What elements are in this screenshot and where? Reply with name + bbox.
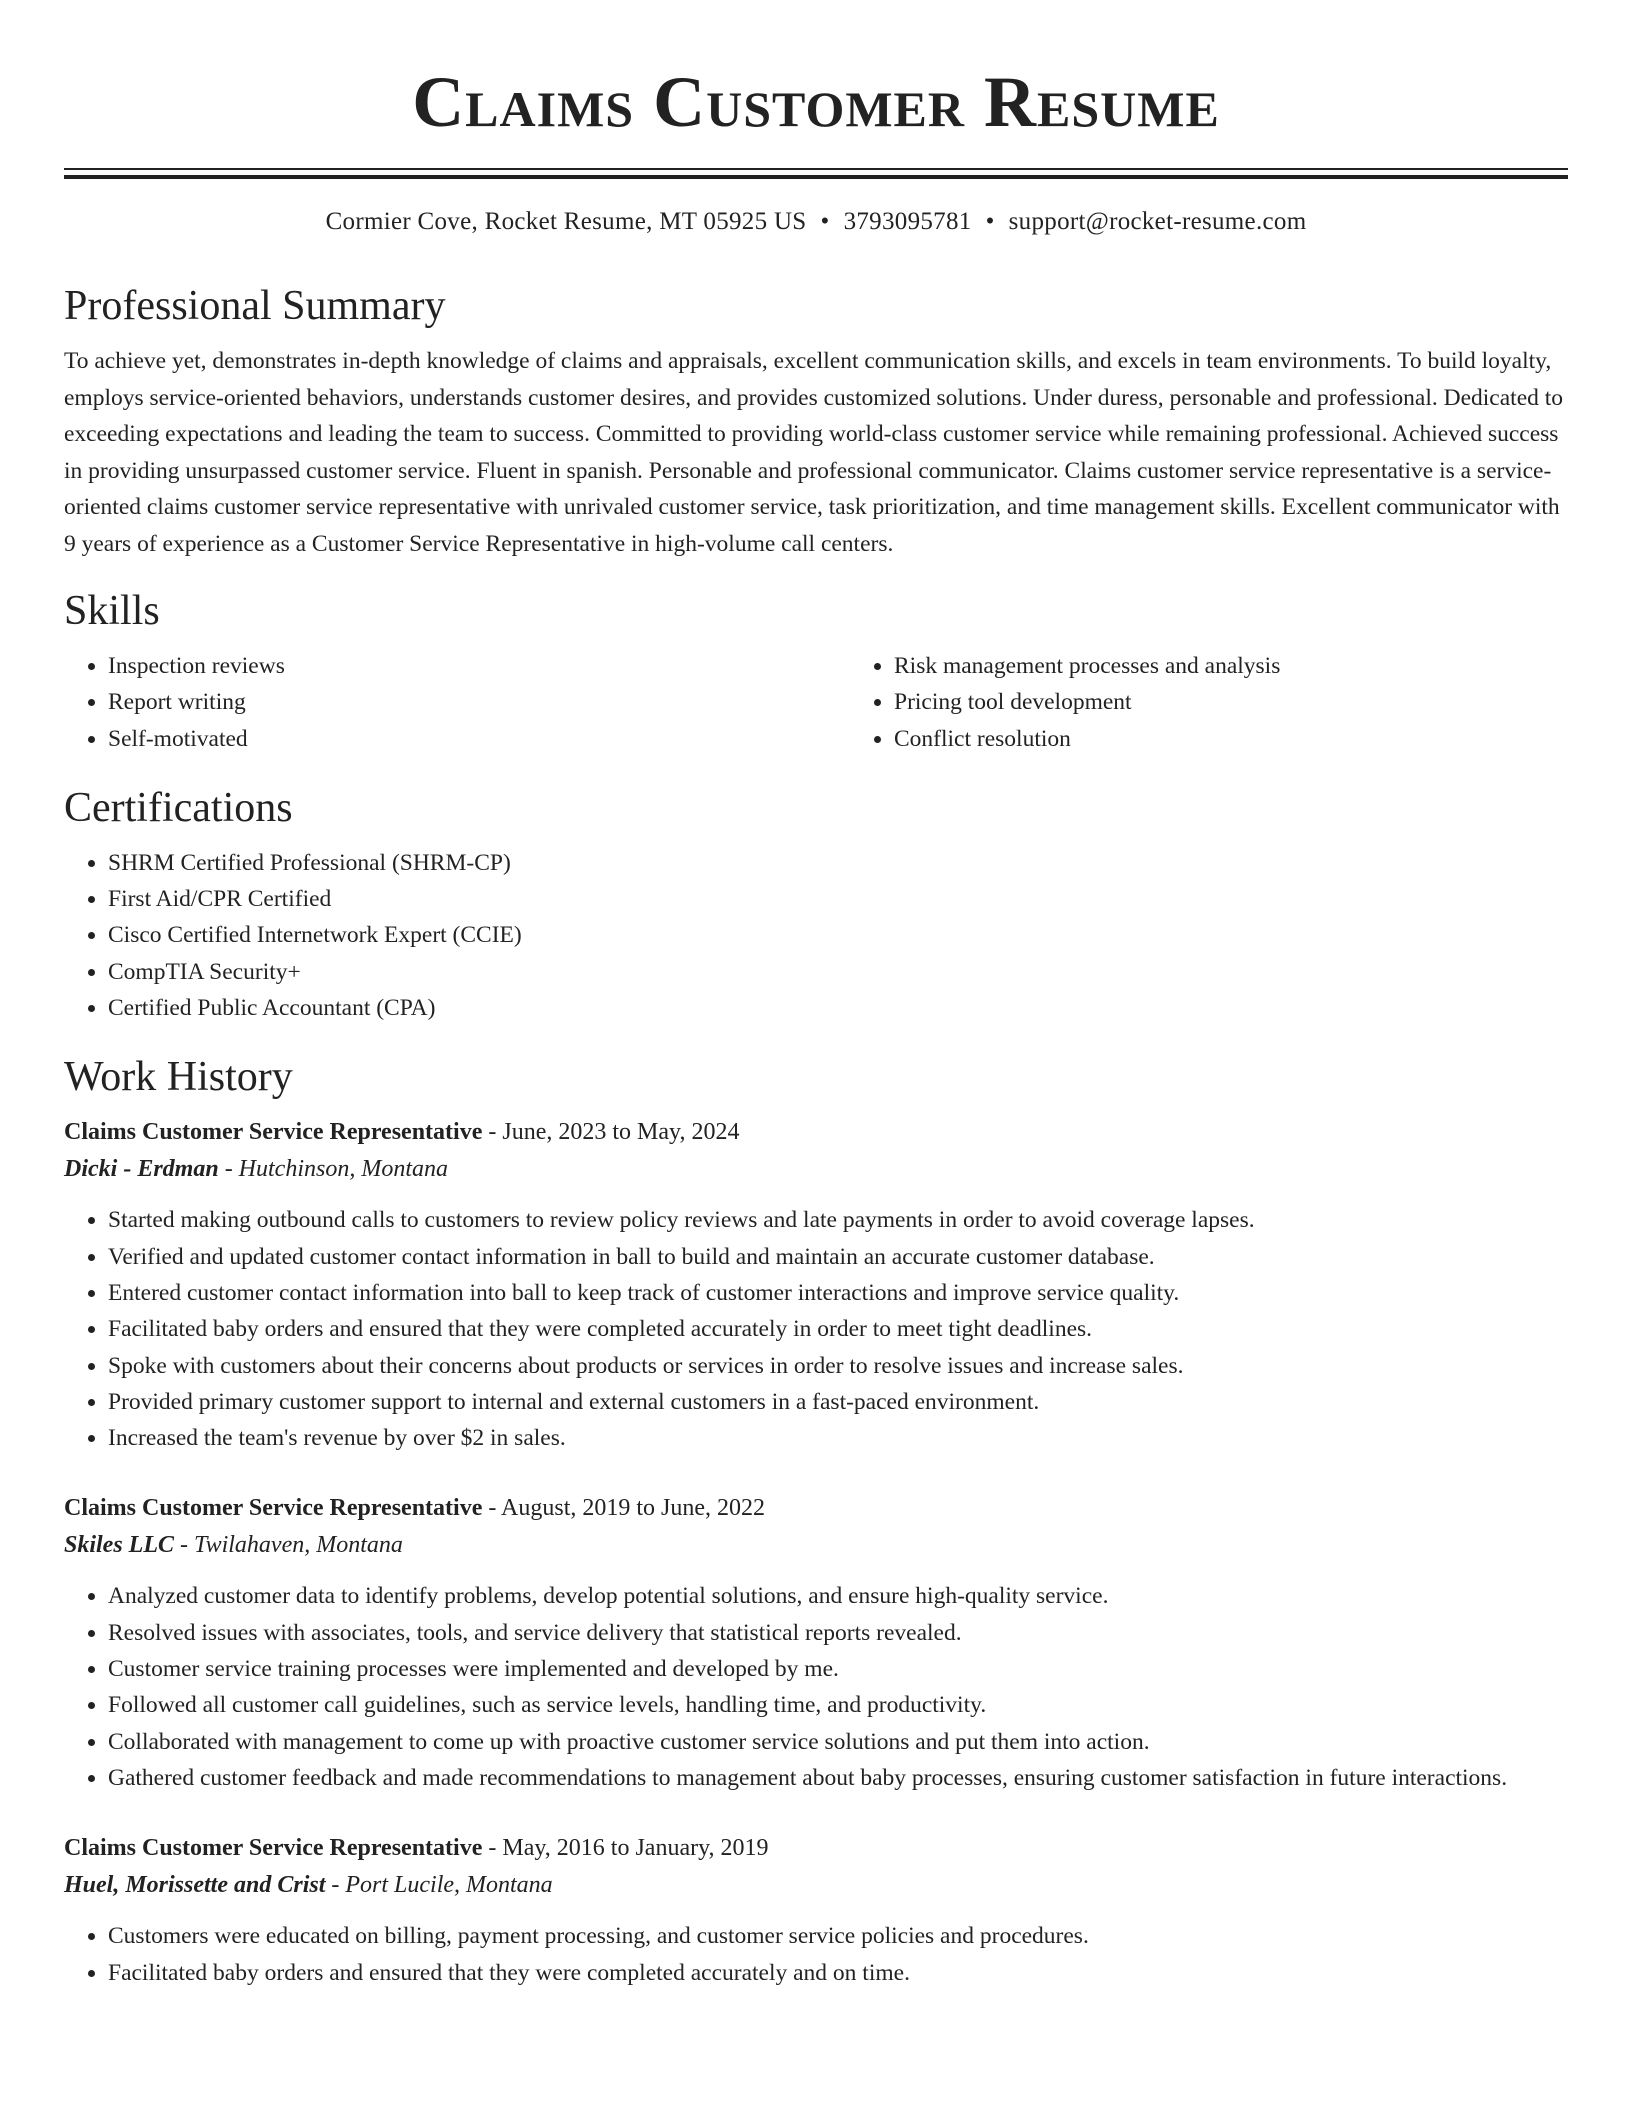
job-entry <box>64 1114 1568 1456</box>
contact-phone: 3793095781 <box>843 208 972 235</box>
skills-list-right <box>850 648 1632 757</box>
title-divider-thin <box>64 168 1568 170</box>
list-item: • Increased the team's revenue by over $2 in sales. <box>108 1420 1568 1456</box>
job-dates: - May, 2016 to January, 2019 <box>482 1835 769 1862</box>
job-header <box>64 1830 1568 1866</box>
list-item: • Conflict resolution <box>894 721 1632 757</box>
work-history-heading: Work History <box>64 1054 293 1101</box>
job-entry <box>64 1830 1568 1991</box>
job-location: - Twilahaven, Montana <box>174 1532 403 1559</box>
contact-separator: • <box>820 208 830 235</box>
skills-heading: Skills <box>64 588 160 634</box>
list-item: • Gathered customer feedback and made recommendations to management about baby processes, ensuring customer satisfaction in future interactions. <box>108 1760 1568 1796</box>
list-item: • Self-motivated <box>108 721 850 757</box>
list-item: • Customers were educated on billing, payment processing, and customer service policies and procedures. <box>108 1918 1568 1954</box>
list-item: • Customer service training processes were implemented and developed by me. <box>108 1651 1568 1687</box>
list-item: • Pricing tool development <box>894 684 1632 720</box>
list-item: • Analyzed customer data to identify problems, develop potential solutions, and ensure high-quality service. <box>108 1578 1568 1614</box>
job-company: Skiles LLC <box>64 1532 175 1559</box>
list-item: • Inspection reviews <box>108 648 850 684</box>
contact-email: support@rocket-resume.com <box>1008 208 1307 235</box>
list-item: • Entered customer contact information into ball to keep track of customer interactions and improve service quality. <box>108 1275 1568 1311</box>
job-location: - Port Lucile, Montana <box>325 1872 553 1899</box>
job-title: Claims Customer Service Representative <box>64 1495 483 1522</box>
list-item: • Started making outbound calls to customers to review policy reviews and late payments in order to avoid coverage lapses. <box>108 1202 1568 1238</box>
job-bullets <box>64 1578 1568 1796</box>
list-item: • Verified and updated customer contact information in ball to build and maintain an accurate customer database. <box>108 1239 1568 1275</box>
job-company-line <box>64 1150 1568 1188</box>
certifications-list <box>64 845 1568 1026</box>
list-item: • First Aid/CPR Certified <box>108 881 1568 917</box>
job-header <box>64 1114 1568 1150</box>
list-item: • Cisco Certified Internetwork Expert (CCIE) <box>108 917 1568 953</box>
contact-line <box>64 207 1568 237</box>
job-company: Huel, Morissette and Crist <box>64 1872 326 1899</box>
contact-separator: • <box>985 208 995 235</box>
job-dates: - June, 2023 to May, 2024 <box>482 1119 740 1146</box>
list-item: • Spoke with customers about their concerns about products or services in order to resolve issues and increase sales. <box>108 1348 1568 1384</box>
job-bullets <box>64 1918 1568 1991</box>
list-item: • SHRM Certified Professional (SHRM-CP) <box>108 845 1568 881</box>
job-bullets <box>64 1202 1568 1456</box>
summary-heading: Professional Summary <box>64 283 446 329</box>
list-item: • Certified Public Accountant (CPA) <box>108 990 1568 1026</box>
list-item: • Collaborated with management to come up with proactive customer service solutions and put them into action. <box>108 1724 1568 1760</box>
list-item: • Provided primary customer support to internal and external customers in a fast-paced environment. <box>108 1384 1568 1420</box>
contact-address: Cormier Cove, Rocket Resume, MT 05925 US <box>325 208 807 235</box>
job-company: Dicki - Erdman <box>64 1156 219 1183</box>
skills-list-left <box>64 648 850 757</box>
certifications-heading: Certifications <box>64 784 293 831</box>
job-company-line <box>64 1866 1568 1904</box>
list-item: • Facilitated baby orders and ensured that they were completed accurately in order to meet tight deadlines. <box>108 1311 1568 1347</box>
list-item: • CompTIA Security+ <box>108 954 1568 990</box>
skills-columns <box>64 648 1568 757</box>
list-item: • Facilitated baby orders and ensured that they were completed accurately and on time. <box>108 1955 1568 1991</box>
job-header <box>64 1490 1568 1526</box>
summary-text: To achieve yet, demonstrates in-depth knowledge of claims and appraisals, excellent communication skills, and excels in team environments. To build loyalty, employs service-oriented behaviors, understands customer desires, and provides customized solutions. Under duress, personable and professional. Dedicated to exceeding expectations and leading the team to success. Committed to providing world-class customer service while remaining professional. Achieved success in providing unsurpassed customer service. Fluent in spanish. Personable and professional communicator. Claims customer service representative is a service-oriented claims customer service representative with unrivaled customer service, task prioritization, and time management skills. Excellent communicator with 9 years of experience as a Customer Service Representative in high-volume call centers. <box>64 348 1564 557</box>
list-item: • Report writing <box>108 684 850 720</box>
job-title: Claims Customer Service Representative <box>64 1119 483 1146</box>
resume-title: Claims Customer Resume <box>412 62 1220 142</box>
list-item: • Followed all customer call guidelines, such as service levels, handling time, and productivity. <box>108 1687 1568 1723</box>
title-divider-thick <box>64 175 1568 179</box>
job-entry <box>64 1490 1568 1796</box>
job-company-line <box>64 1526 1568 1564</box>
list-item: • Risk management processes and analysis <box>894 648 1632 684</box>
list-item: • Resolved issues with associates, tools, and service delivery that statistical reports revealed. <box>108 1615 1568 1651</box>
job-location: - Hutchinson, Montana <box>218 1156 448 1183</box>
job-title: Claims Customer Service Representative <box>64 1835 483 1862</box>
job-dates: - August, 2019 to June, 2022 <box>482 1495 766 1522</box>
